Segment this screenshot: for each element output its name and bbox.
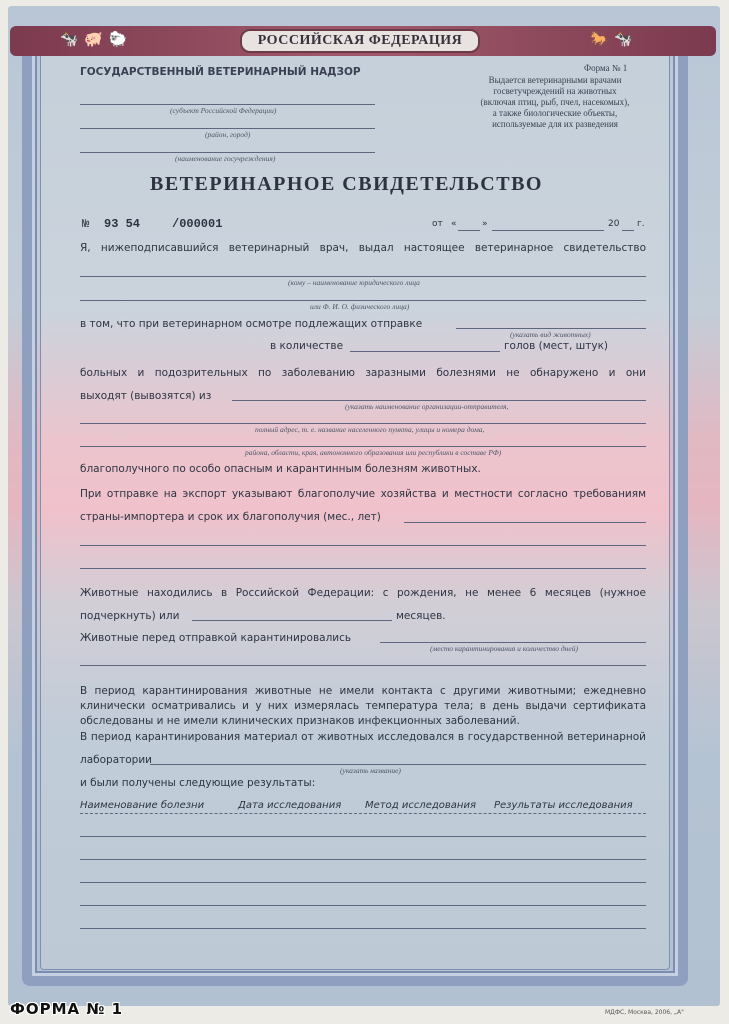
quote-open: « <box>451 219 457 229</box>
table-row[interactable] <box>80 859 646 860</box>
months-label: месяцев. <box>396 610 446 622</box>
country-label: РОССИЙСКАЯ ФЕДЕРАЦИЯ <box>240 29 480 53</box>
table-row[interactable] <box>80 905 646 906</box>
text-line-17: и были получены следующие результаты: <box>80 777 316 789</box>
recipient-line[interactable] <box>80 276 646 277</box>
text-line-2: в том, что при ветеринарном осмотре подлежащих отправке <box>80 318 423 330</box>
col-results: Результаты исследования <box>494 800 633 811</box>
number-sign: № <box>82 217 90 231</box>
animals-ornament-left-icon: 🐄 🐖 🐑 <box>60 32 129 48</box>
quarantine-line-2[interactable] <box>80 665 646 666</box>
serial-number: /000001 <box>172 217 223 231</box>
col-date: Дата исследования <box>238 800 342 811</box>
months-field[interactable] <box>192 620 392 621</box>
laboratory-field[interactable] <box>150 764 646 765</box>
form-note-5: используемые для их разведения <box>492 119 618 129</box>
form-note-4: а также биологические объекты, <box>492 108 618 118</box>
date-month-field[interactable] <box>492 230 604 231</box>
district-line[interactable] <box>80 128 375 129</box>
sender-address-line[interactable] <box>80 423 646 424</box>
date-day-field[interactable] <box>458 230 480 231</box>
table-row[interactable] <box>80 813 646 814</box>
document-title: ВЕТЕРИНАРНОЕ СВИДЕТЕЛЬСТВО <box>150 173 543 195</box>
subject-line[interactable] <box>80 104 375 105</box>
text-line-9: Животные находились в Российской Федерации: с рождения, не менее 6 месяцев (нужное <box>80 587 646 599</box>
text-line-10: подчеркнуть) или <box>80 610 180 622</box>
text-line-4: больных и подозрительных по заболеванию заразными болезнями не обнаружено и они <box>80 367 646 379</box>
year-prefix: 20 <box>608 219 620 229</box>
text-line-8: страны-импортера и срок их благополучия (мес., лет) <box>80 511 381 523</box>
sender-field[interactable] <box>232 400 646 401</box>
hint-sender: (указать наименование организации-отправителя, <box>345 402 509 411</box>
form-number: Форма № 1 <box>584 63 628 73</box>
text-line-16: лаборатории <box>80 754 152 766</box>
printer-imprint: МДФС, Москва, 2006, „А" <box>605 1009 684 1016</box>
export-line-3[interactable] <box>80 568 646 569</box>
hint-address: полный адрес, т. е. название населенного пункта, улицы и номера дома, <box>255 425 485 434</box>
text-line-12: В период карантинирования животные не имели контакта с другими животными; ежедневно <box>80 685 646 697</box>
export-line-2[interactable] <box>80 545 646 546</box>
recipient-line-2[interactable] <box>80 300 646 301</box>
heads-label: голов (мест, штук) <box>504 340 609 352</box>
hint-quarantine: (место карантинирования и количество дней) <box>430 644 578 653</box>
text-line-7: При отправке на экспорт указывают благополучие хозяйства и местности согласно требованиям <box>80 488 646 500</box>
text-line-1: Я, нижеподписавшийся ветеринарный врач, выдал настоящее ветеринарное свидетельство <box>80 242 646 254</box>
table-row[interactable] <box>80 928 646 929</box>
export-period-field[interactable] <box>404 522 646 523</box>
hint-district: (район, город) <box>205 130 251 139</box>
agency-title: ГОСУДАРСТВЕННЫЙ ВЕТЕРИНАРНЫЙ НАДЗОР <box>80 66 361 78</box>
hint-laboratory: (указать название) <box>340 766 401 775</box>
form-caption: ФОРМА № 1 <box>10 1000 124 1018</box>
quantity-field[interactable] <box>350 351 500 352</box>
hint-animal-type: (указать вид животных) <box>510 330 591 339</box>
form-note-1: Выдается ветеринарными врачами <box>488 75 622 85</box>
quarantine-field[interactable] <box>380 642 646 643</box>
form-note-2: госветучреждений на животных <box>493 86 617 96</box>
text-line-14: обследованы и не имели клинических признаков инфекционных заболеваний. <box>80 715 520 727</box>
date-from-label: от <box>432 219 443 229</box>
year-suffix: г. <box>637 219 645 229</box>
sender-region-line[interactable] <box>80 446 646 447</box>
animals-ornament-right-icon: 🐎 🐄 <box>590 32 635 48</box>
hint-recipient: (кому – наименование юридического лица <box>288 278 420 287</box>
quote-close: » <box>482 219 488 229</box>
series-number: 93 54 <box>104 217 141 231</box>
text-line-6: благополучного по особо опасным и карантинным болезням животных. <box>80 463 481 475</box>
date-year-field[interactable] <box>622 230 634 231</box>
text-line-13: клинически осматривались и у них измерялась температура тела; в день выдачи сертификата <box>80 700 646 712</box>
table-row[interactable] <box>80 882 646 883</box>
text-line-15: В период карантинирования материал от животных исследовался в государственной ветеринарной <box>80 731 646 743</box>
hint-institution: (наименование госучреждения) <box>175 154 276 163</box>
animal-type-field[interactable] <box>456 328 646 329</box>
text-line-5: выходят (вывозятся) из <box>80 390 212 402</box>
text-line-11: Животные перед отправкой карантинировались <box>80 632 352 644</box>
col-method: Метод исследования <box>365 800 476 811</box>
quantity-label: в количестве <box>270 340 344 352</box>
hint-person: или Ф. И. О. физического лица) <box>310 302 410 311</box>
table-row[interactable] <box>80 836 646 837</box>
hint-region: района, области, края, автономного образования или республики в составе РФ) <box>245 448 502 457</box>
form-note-3: (включая птиц, рыб, пчел, насекомых), <box>480 97 630 107</box>
hint-subject: (субъект Российской Федерации) <box>170 106 277 115</box>
institution-line[interactable] <box>80 152 375 153</box>
col-disease: Наименование болезни <box>80 800 205 811</box>
